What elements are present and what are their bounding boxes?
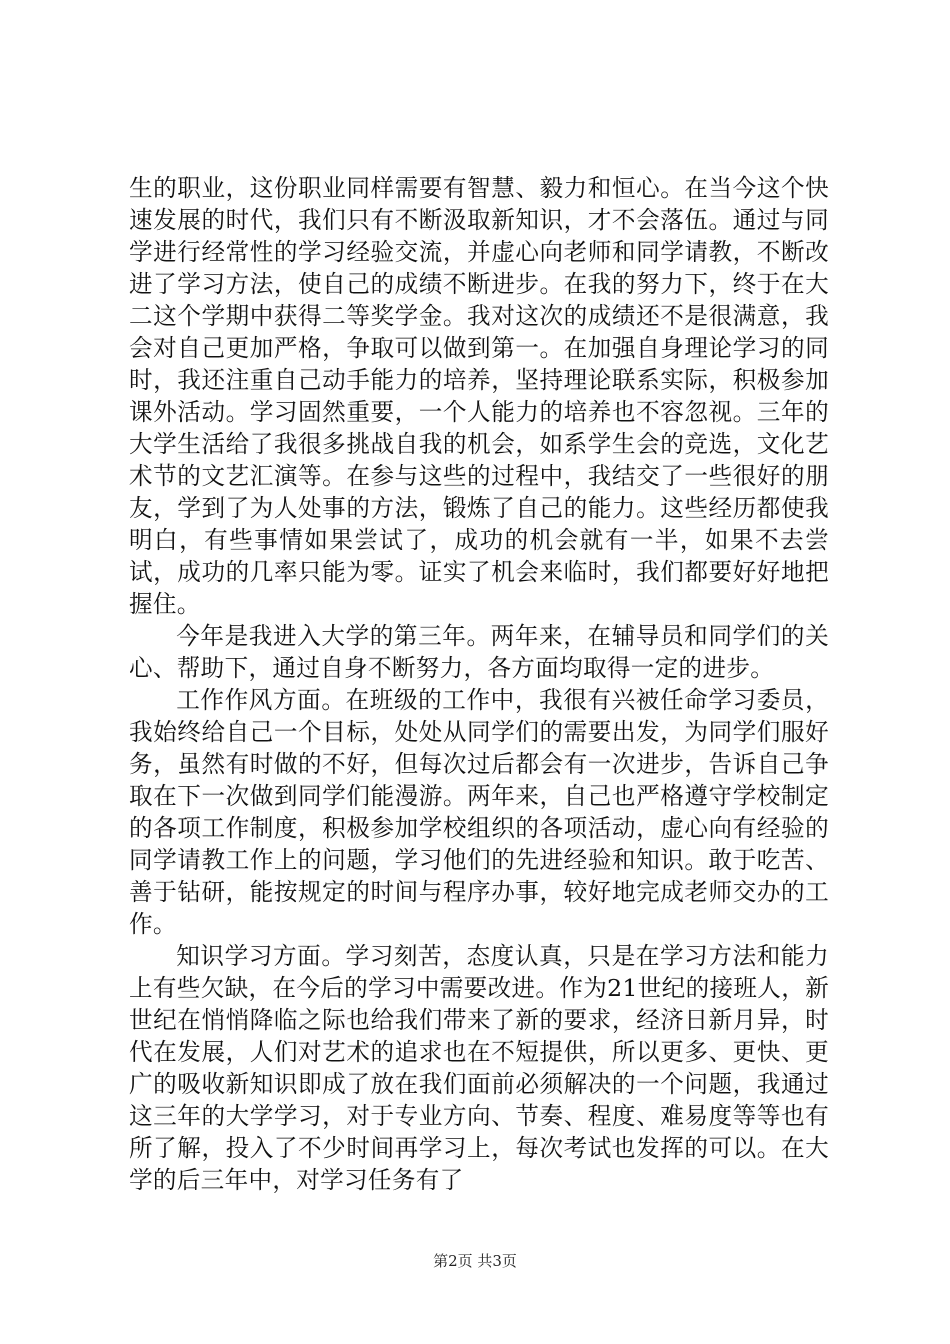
page-number-label: 第2页 共3页 <box>433 1252 517 1270</box>
paragraph: 生的职业，这份职业同样需要有智慧、毅力和恒心。在当今这个快速发展的时代，我们只有不断汲取新知识，才不会落伍。通过与同学进行经常性的学习经验交流，并虚心向老师和同学请教，不断改进了学习方法，使自己的成绩不断进步。在我的努力下，终于在大二这个学期中获得二等奖学金。我对这次的成绩还不是很满意，我会对自己更加严格，争取可以做到第一。在加强自身理论学习的同时，我还注重自己动手能力的培养，坚持理论联系实际，积极参加课外活动。学习固然重要，一个人能力的培养也不容忽视。三年的大学生活给了我很多挑战自我的机会，如系学生会的竞选，文化艺术节的文艺汇演等。在参与这些的过程中，我结交了一些很好的朋友，学到了为人处事的方法，锻炼了自己的能力。这些经历都使我明白，有些事情如果尝试了，成功的机会就有一半，如果不去尝试，成功的几率只能为零。证实了机会来临时，我们都要好好地把握住。 <box>129 174 829 618</box>
page-footer <box>0 1250 950 1271</box>
paragraph: 工作作风方面。在班级的工作中，我很有兴被任命学习委员，我始终给自己一个目标，处处从同学们的需要出发，为同学们服好务，虽然有时做的不好，但每次过后都会有一次进步，告诉自己争取在下一次做到同学们能漫游。两年来，自己也严格遵守学校制定的各项工作制度，积极参加学校组织的各项活动，虚心向有经验的同学请教工作上的问题，学习他们的先进经验和知识。敢于吃苦、善于钻研，能按规定的时间与程序办事，较好地完成老师交办的工作。 <box>129 686 829 938</box>
paragraph: 今年是我进入大学的第三年。两年来，在辅导员和同学们的关心、帮助下，通过自身不断努力，各方面均取得一定的进步。 <box>129 622 829 682</box>
document-body <box>129 172 829 1196</box>
paragraph: 知识学习方面。学习刻苦，态度认真，只是在学习方法和能力上有些欠缺，在今后的学习中需要改进。作为21世纪的接班人，新世纪在悄悄降临之际也给我们带来了新的要求，经济日新月异，时代在发展，人们对艺术的追求也在不短提供，所以更多、更快、更广的吸收新知识即成了放在我们面前必须解决的一个问题，我通过这三年的大学学习，对于专业方向、节奏、程度、难易度等等也有所了解，投入了不少时间再学习上，每次考试也发挥的可以。在大学的后三年中，对学习任务有了 <box>129 942 829 1194</box>
